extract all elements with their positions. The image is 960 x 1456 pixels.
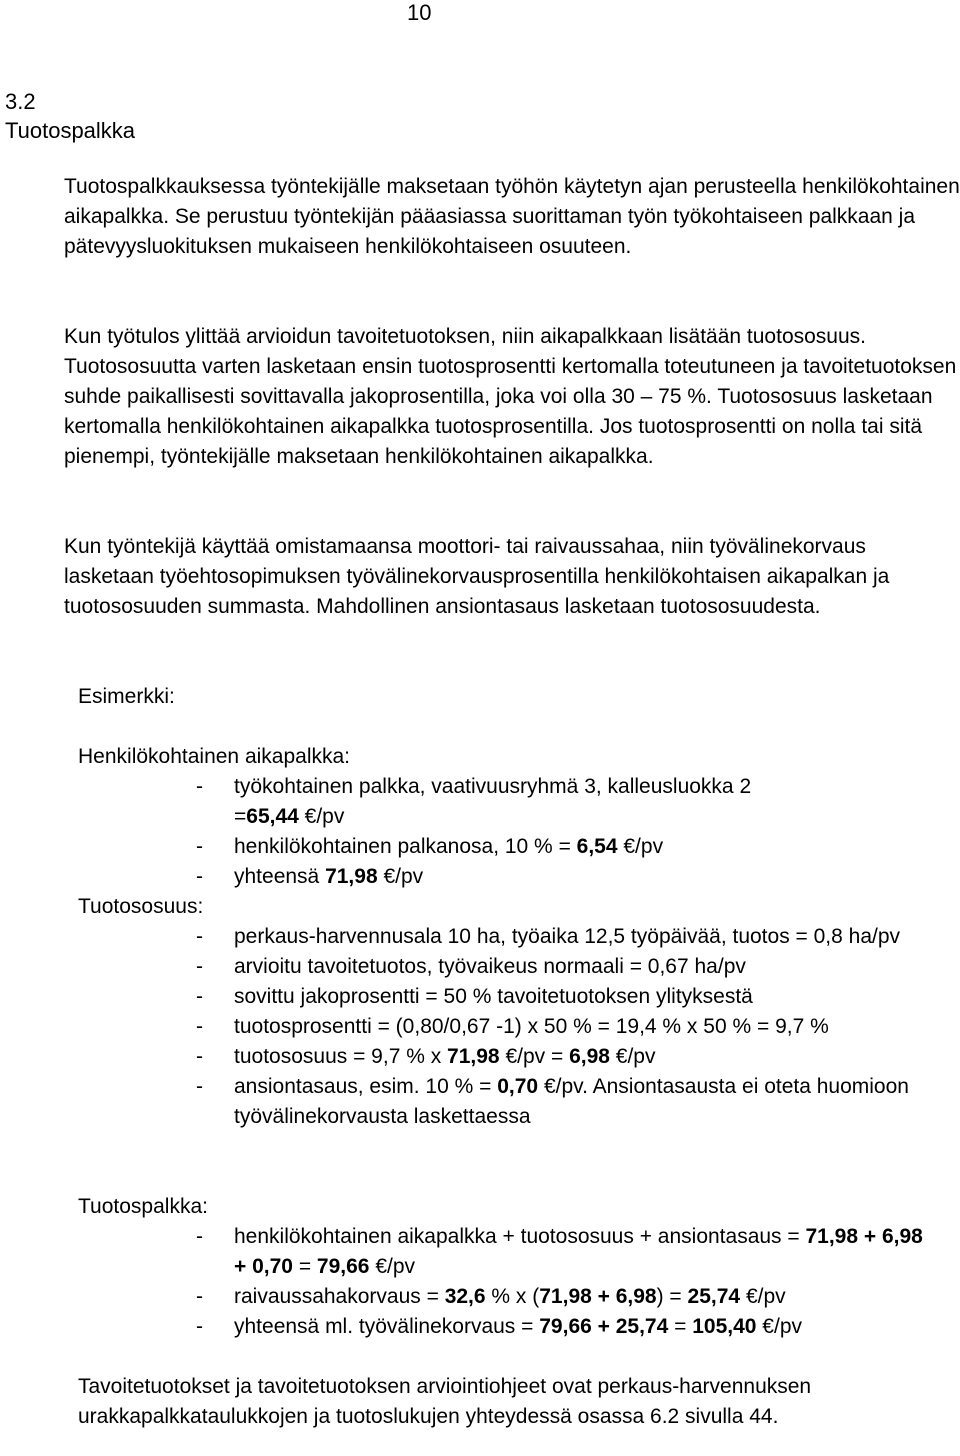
- list-item: - sovittu jakoprosentti = 50 % tavoitetuotoksen ylityksestä: [196, 982, 960, 1012]
- list-item: - perkaus-harvennusala 10 ha, työaika 12,5 työpäivää, tuotos = 0,8 ha/pv: [196, 922, 960, 952]
- list-item: - työkohtainen palkka, vaativuusryhmä 3, kalleusluokka 2 =65,44 €/pv: [196, 772, 796, 832]
- list-dash: -: [196, 1285, 203, 1308]
- list-item: - henkilökohtainen aikapalkka + tuotososuus + ansiontasaus = 71,98 + 6,98 + 0,70 = 79,66 €/pv: [196, 1222, 936, 1282]
- section-title: Tuotospalkka: [5, 118, 136, 143]
- footer-note: Tavoitetuotokset ja tavoitetuotoksen arviointiohjeet ovat perkaus-harvennuksen urakkapalkkataulukkojen ja tuotoslukujen yhteydessä osassa 6.2 sivulla 44.: [78, 1375, 812, 1428]
- list-dash: -: [196, 1045, 203, 1068]
- list-dash: -: [196, 835, 203, 858]
- list-item: - tuotososuus = 9,7 % x 71,98 €/pv = 6,98 €/pv: [196, 1042, 960, 1072]
- list-dash: -: [196, 775, 203, 798]
- aikapalkka-heading: Henkilökohtainen aikapalkka:: [78, 745, 351, 768]
- paragraph-tuotososuus: Kun työtulos ylittää arvioidun tavoitetuotoksen, niin aikapalkkaan lisätään tuotososuus. Tuotososuutta varten lasketaan ensin tuotosprosentti kertomalla toteutuneen ja tavoitetuotoksen suhde paikallisesti sovittavalla jakoprosentilla, joka voi olla 30 – 75 %. Tuotososuus lasketaan kertomalla henkilökohtainen aikapalkka tuotosprosentilla. Jos tuotosprosentti on nolla tai sitä pienempi, työntekijälle maksetaan henkilökohtainen aikapalkka.: [64, 325, 957, 468]
- list-dash: -: [196, 865, 203, 888]
- section-number: 3.2: [5, 89, 36, 114]
- list-dash: -: [196, 1225, 203, 1248]
- tuotospalkka-list: [196, 1222, 936, 1342]
- list-dash: -: [196, 1075, 203, 1098]
- list-item: - tuotosprosentti = (0,80/0,67 -1) x 50 % = 19,4 % x 50 % = 9,7 %: [196, 1012, 960, 1042]
- tuotososuus-list: [196, 922, 960, 1132]
- list-item: - yhteensä 71,98 €/pv: [196, 862, 796, 892]
- list-item: - henkilökohtainen palkanosa, 10 % = 6,54 €/pv: [196, 832, 796, 862]
- list-dash: -: [196, 1315, 203, 1338]
- list-dash: -: [196, 925, 203, 948]
- list-dash: -: [196, 985, 203, 1008]
- tuotososuus-heading: Tuotososuus:: [78, 895, 204, 918]
- paragraph-tyovalinekorvaus: Kun työntekijä käyttää omistamaansa moottori- tai raivaussahaa, niin työvälinekorvaus lasketaan työehtosopimuksen työvälinekorvausprosentilla henkilökohtaisen aikapalkan ja tuotososuuden summasta. Mahdollinen ansiontasaus lasketaan tuotososuudesta.: [64, 535, 890, 618]
- list-dash: -: [196, 955, 203, 978]
- page-number: 10: [407, 0, 432, 25]
- list-dash: -: [196, 1015, 203, 1038]
- list-item: - ansiontasaus, esim. 10 % = 0,70 €/pv. Ansiontasausta ei oteta huomioon työvälinekorvausta laskettaessa: [196, 1072, 960, 1132]
- list-item: - yhteensä ml. työvälinekorvaus = 79,66 + 25,74 = 105,40 €/pv: [196, 1312, 936, 1342]
- list-item: - arvioitu tavoitetuotos, työvaikeus normaali = 0,67 ha/pv: [196, 952, 960, 982]
- list-item: - raivaussahakorvaus = 32,6 % x (71,98 + 6,98) = 25,74 €/pv: [196, 1282, 936, 1312]
- tuotospalkka-heading: Tuotospalkka:: [78, 1195, 208, 1218]
- aikapalkka-list: [196, 772, 796, 892]
- example-label: Esimerkki:: [78, 685, 175, 708]
- paragraph-intro: Tuotospalkkauksessa työntekijälle maksetaan työhön käytetyn ajan perusteella henkilökohtainen aikapalkka. Se perustuu työntekijän pääasiassa suorittaman työn työkohtaiseen palkkaan ja pätevyysluokituksen mukaiseen henkilökohtaiseen osuuteen.: [64, 175, 960, 258]
